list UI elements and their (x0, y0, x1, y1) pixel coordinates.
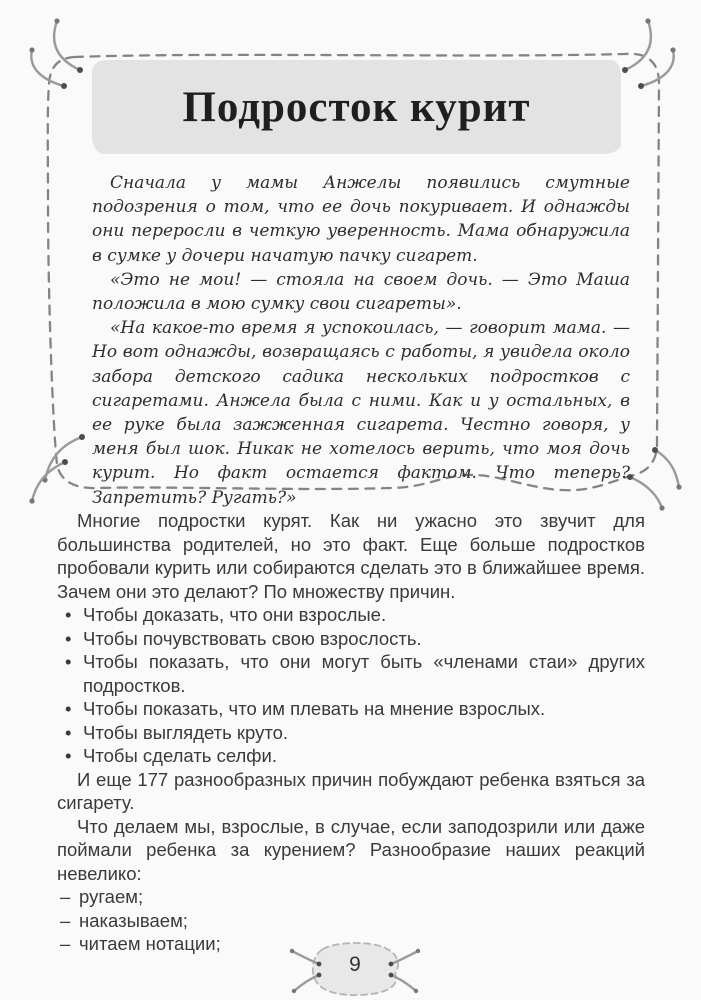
corner-stitch-icon (29, 18, 83, 89)
reasons-list (57, 603, 645, 768)
bullet-marker: • (65, 627, 72, 649)
list-item-text: Чтобы доказать, что они взрослые. (83, 604, 387, 625)
list-item-text: Чтобы показать, что им плевать на мнение взрослых. (83, 698, 546, 719)
main-text (57, 509, 645, 956)
corner-stitch-icon (622, 18, 676, 89)
list-item-text: Чтобы выглядеть круто. (83, 721, 289, 743)
list-item (57, 650, 645, 697)
story-paragraph: «На какое-то время я успокоилась, — говорит мама. — Но вот однажды, возвращаясь с работы, я увидела около забора детского садика нескольких подростков с сигаретами. Анжела была с ними. Как и у остальных, в ее руке была зажженная сигарета. Честно говоря, у меня был шок. Никак не хотелось верить, что моя дочь курит. Но факт остается фактом. Что теперь? Запретить? Ругать?» (92, 318, 630, 508)
list-item-text: читаем нотации; (79, 933, 221, 954)
list-item (57, 721, 645, 745)
list-item-text: Чтобы почувствовать свою взрослость. (83, 627, 422, 649)
page-number: 9 (349, 953, 361, 976)
dash-marker: – (60, 909, 71, 931)
story-excerpt (92, 171, 630, 510)
dash-marker: – (60, 886, 71, 907)
bullet-marker: • (65, 745, 72, 766)
story-paragraph: «Это не мои! — стояла на своем дочь. — Это Маша положила в мою сумку свои сигареты». (92, 269, 630, 315)
list-item (57, 697, 645, 721)
list-item (57, 909, 645, 933)
list-item-text: ругаем; (79, 886, 144, 907)
bullet-marker: • (65, 698, 72, 719)
bullet-marker: • (65, 604, 72, 625)
chapter-title: Подросток курит (182, 83, 531, 131)
list-item-text: наказываем; (79, 909, 188, 931)
list-item-text: Чтобы сделать селфи. (83, 745, 277, 766)
list-item (57, 627, 645, 651)
list-item (57, 744, 645, 768)
paragraph-intro: Многие подростки курят. Как ни ужасно это звучит для большинства родителей, но это факт. Еще больше подростков пробовали курить или собираются сделать это в ближайшее время. Зачем они это делают? По множеству причин. (57, 510, 645, 602)
dash-marker: – (60, 933, 71, 954)
paragraph-more-reasons: И еще 177 разнообразных причин побуждают ребенка взяться за сигарету. (57, 768, 645, 813)
bullet-marker: • (65, 651, 72, 672)
list-item-text: Чтобы показать, что они могут быть «членами стаи» других подростков. (83, 651, 645, 696)
chapter-title-plate (92, 60, 621, 154)
list-item (57, 603, 645, 627)
corner-stitch-icon (29, 434, 85, 504)
story-paragraph: Сначала у мамы Анжелы появились смутные подозрения о том, что ее дочь покуривает. И однажды они переросли в четкую уверенность. Мама обнаружила в сумке у дочери начатую пачку сигарет. (92, 173, 630, 266)
list-item (57, 885, 645, 909)
paragraph-question: Что делаем мы, взрослые, в случае, если заподозрили или даже поймали ребенка за курением? Разнообразие наших реакций невелико: (57, 815, 645, 884)
bullet-marker: • (65, 721, 72, 743)
